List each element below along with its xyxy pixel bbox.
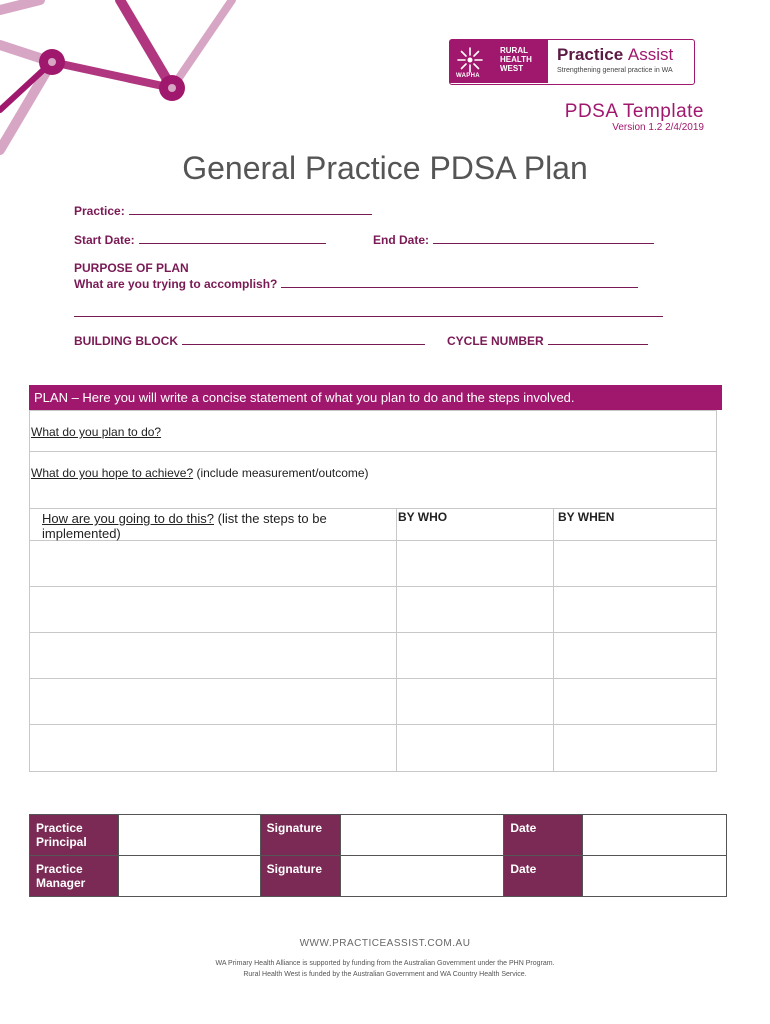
signature-label: Signature <box>260 815 340 856</box>
role-label: Practice Manager <box>30 856 119 897</box>
purpose-question: What are you trying to accomplish? <box>74 277 278 291</box>
practice-label: Practice: <box>74 204 125 218</box>
footer-funding-line-2: Rural Health West is funded by the Australian Government and WA Country Health Service. <box>243 971 527 978</box>
signature-cell[interactable] <box>340 856 504 897</box>
by-who-label: BY WHO <box>398 510 448 524</box>
logo-partner-panel <box>450 40 548 83</box>
by-when-cell[interactable] <box>554 587 717 633</box>
practice-field[interactable] <box>74 203 372 218</box>
page-title: General Practice PDSA Plan <box>182 150 588 186</box>
start-date-field[interactable] <box>74 232 326 247</box>
plan-q3: How are you going to do this? (list the steps to be implemented) <box>42 511 327 541</box>
template-version: Version 1.2 2/4/2019 <box>612 122 704 133</box>
step-cell[interactable] <box>30 679 397 725</box>
by-when-cell[interactable] <box>554 725 717 771</box>
template-title: PDSA Template <box>564 101 704 122</box>
by-when-cell[interactable] <box>554 541 717 587</box>
cycle-number-label: CYCLE NUMBER <box>447 334 544 348</box>
decorative-network-graphic <box>0 0 240 160</box>
by-when-cell[interactable] <box>554 633 717 679</box>
plan-q2: What do you hope to achieve? (include measurement/outcome) <box>31 466 369 480</box>
logo-brand-name: Practice Assist <box>557 45 674 64</box>
signature-row <box>30 856 727 897</box>
purpose-heading: PURPOSE OF PLAN <box>74 261 189 275</box>
plan-q1: What do you plan to do? <box>31 425 162 439</box>
by-who-cell[interactable] <box>397 679 554 725</box>
signature-table <box>29 814 727 897</box>
plan-banner: PLAN – Here you will write a concise statement of what you plan to do and the steps involved. <box>29 385 722 410</box>
building-block-field[interactable] <box>74 333 425 348</box>
signature-row <box>30 815 727 856</box>
logo-tagline: Strengthening general practice in WA <box>557 67 673 74</box>
end-date-label: End Date: <box>373 233 430 247</box>
by-who-cell[interactable] <box>397 587 554 633</box>
step-cell[interactable] <box>30 633 397 679</box>
step-cell[interactable] <box>30 587 397 633</box>
by-who-cell[interactable] <box>397 541 554 587</box>
steps-table <box>29 508 717 772</box>
cycle-number-line <box>548 333 648 345</box>
by-who-cell[interactable] <box>397 725 554 771</box>
footer-url[interactable]: WWW.PRACTICEASSIST.COM.AU <box>299 938 471 949</box>
start-date-label: Start Date: <box>74 233 135 247</box>
name-cell[interactable] <box>118 815 260 856</box>
purpose-line <box>281 276 638 288</box>
date-cell[interactable] <box>583 856 727 897</box>
practice-line <box>129 203 372 215</box>
end-date-field[interactable] <box>373 232 654 247</box>
logo-rhw-text: RURAL HEALTH WEST <box>500 46 532 73</box>
by-who-header <box>397 509 554 541</box>
building-block-label: BUILDING BLOCK <box>74 334 178 348</box>
step-cell[interactable] <box>30 541 397 587</box>
name-cell[interactable] <box>118 856 260 897</box>
wapha-burst-icon <box>457 47 483 73</box>
by-who-cell[interactable] <box>397 633 554 679</box>
plan-q1-box[interactable] <box>29 410 717 452</box>
date-label: Date <box>504 856 583 897</box>
purpose-field[interactable] <box>74 276 638 291</box>
practice-assist-logo <box>449 39 695 85</box>
signature-cell[interactable] <box>340 815 504 856</box>
role-label: Practice Principal <box>30 815 119 856</box>
step-cell[interactable] <box>30 725 397 771</box>
date-label: Date <box>504 815 583 856</box>
footer-funding-line-1: WA Primary Health Alliance is supported by funding from the Australian Government under the PHN Program. <box>215 960 555 967</box>
by-when-cell[interactable] <box>554 679 717 725</box>
logo-wapha-text: WAPHA <box>456 73 480 79</box>
cycle-number-field[interactable] <box>447 333 648 348</box>
by-when-label: BY WHEN <box>558 510 615 524</box>
building-block-line <box>182 333 425 345</box>
end-date-line <box>433 232 654 244</box>
steps-header <box>30 509 397 541</box>
signature-label: Signature <box>260 856 340 897</box>
date-cell[interactable] <box>583 815 727 856</box>
plan-q2-box[interactable] <box>29 451 717 509</box>
start-date-line <box>139 232 326 244</box>
purpose-line-2[interactable] <box>74 316 663 317</box>
by-when-header <box>554 509 717 541</box>
